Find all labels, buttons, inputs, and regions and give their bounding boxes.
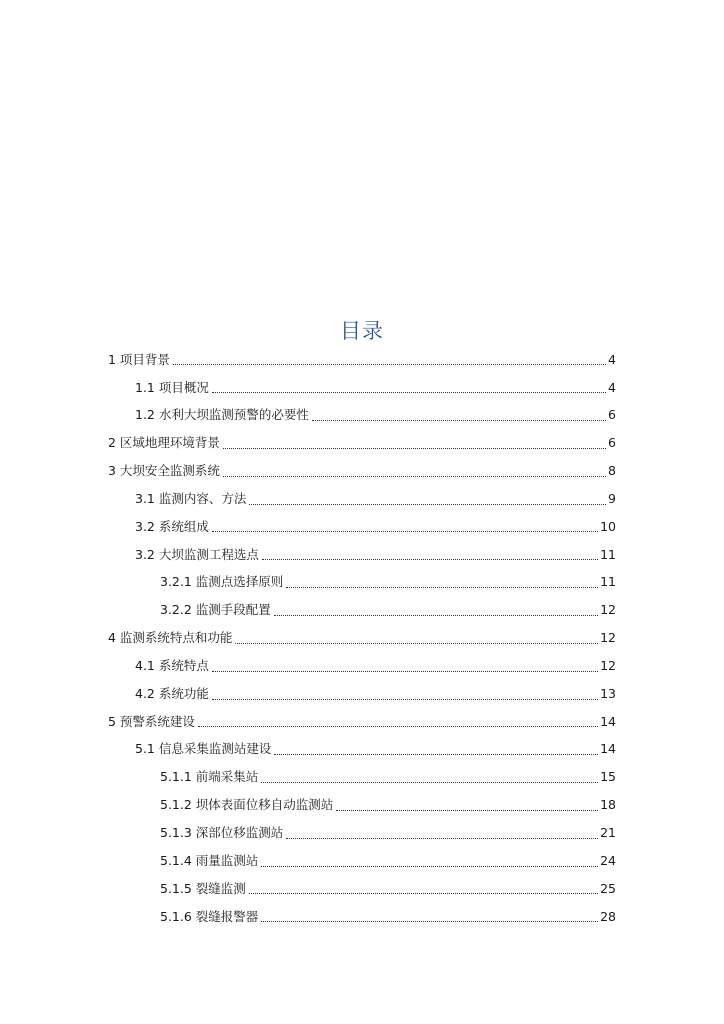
- toc-entry-label: 5.1 信息采集监测站建设: [135, 741, 272, 757]
- toc-entry[interactable]: [108, 708, 616, 736]
- toc-entry-page-number: 8: [608, 463, 616, 479]
- toc-entry-page-number: 4: [608, 351, 616, 367]
- toc-entry-page-number: 25: [600, 880, 616, 896]
- toc-entry-page-number: 14: [600, 713, 616, 729]
- toc-dot-leader: [274, 614, 598, 616]
- toc-entry[interactable]: [108, 792, 616, 820]
- table-of-contents: [108, 346, 616, 931]
- toc-entry-page-number: 28: [600, 908, 616, 924]
- toc-entry-label: 5.1.6 裂缝报警器: [160, 908, 259, 924]
- toc-dot-leader: [249, 892, 598, 894]
- toc-dot-leader: [274, 753, 598, 755]
- toc-entry-page-number: 4: [608, 379, 616, 395]
- toc-entry-page-number: 9: [608, 490, 616, 506]
- toc-entry-label: 3 大坝安全监测系统: [108, 463, 220, 479]
- toc-dot-leader: [173, 363, 606, 365]
- toc-entry-page-number: 12: [600, 602, 616, 618]
- toc-entry[interactable]: [108, 875, 616, 903]
- toc-entry-page-number: 18: [600, 797, 616, 813]
- toc-entry-label: 3.2.2 监测手段配置: [160, 602, 271, 618]
- toc-entry-page-number: 12: [600, 657, 616, 673]
- toc-entry-label: 5.1.1 前端采集站: [160, 769, 259, 785]
- toc-dot-leader: [212, 670, 598, 672]
- toc-dot-leader: [223, 447, 606, 449]
- toc-entry-page-number: 15: [600, 769, 616, 785]
- toc-entry[interactable]: [108, 652, 616, 680]
- toc-entry-label: 5.1.4 雨量监测站: [160, 852, 259, 868]
- toc-entry-page-number: 6: [608, 435, 616, 451]
- toc-dot-leader: [261, 865, 598, 867]
- toc-entry-label: 4 监测系统特点和功能: [108, 630, 233, 646]
- toc-entry[interactable]: [108, 597, 616, 625]
- toc-entry-label: 1.1 项目概况: [135, 379, 209, 395]
- toc-entry[interactable]: [108, 680, 616, 708]
- toc-entry-label: 5.1.2 坝体表面位移自动监测站: [160, 797, 334, 813]
- toc-entry-page-number: 11: [600, 546, 616, 562]
- toc-dot-leader: [261, 781, 598, 783]
- toc-entry-page-number: 14: [600, 741, 616, 757]
- toc-entry[interactable]: [108, 346, 616, 374]
- toc-dot-leader: [312, 419, 606, 421]
- toc-dot-leader: [261, 920, 598, 922]
- toc-entry[interactable]: [108, 430, 616, 458]
- toc-entry-page-number: 10: [600, 518, 616, 534]
- toc-entry-label: 3.2.1 监测点选择原则: [160, 574, 284, 590]
- toc-dot-leader: [286, 586, 598, 588]
- toc-entry[interactable]: [108, 513, 616, 541]
- toc-dot-leader: [235, 642, 598, 644]
- toc-entry[interactable]: [108, 903, 616, 931]
- toc-dot-leader: [286, 837, 598, 839]
- toc-entry-label: 4.2 系统功能: [135, 685, 209, 701]
- toc-entry-label: 5.1.5 裂缝监测: [160, 880, 246, 896]
- toc-entry-page-number: 6: [608, 407, 616, 423]
- toc-dot-leader: [198, 725, 598, 727]
- toc-entry-label: 2 区域地理环境背景: [108, 435, 220, 451]
- toc-entry[interactable]: [108, 764, 616, 792]
- toc-dot-leader: [212, 391, 606, 393]
- toc-dot-leader: [336, 809, 598, 811]
- toc-dot-leader: [249, 503, 606, 505]
- toc-entry[interactable]: [108, 541, 616, 569]
- toc-entry-page-number: 12: [600, 630, 616, 646]
- toc-entry-label: 4.1 系统特点: [135, 657, 209, 673]
- toc-entry-label: 3.1 监测内容、方法: [135, 490, 247, 506]
- toc-entry-page-number: 21: [600, 825, 616, 841]
- toc-dot-leader: [212, 530, 598, 532]
- toc-entry[interactable]: [108, 569, 616, 597]
- toc-entry[interactable]: [108, 736, 616, 764]
- toc-entry-label: 1.2 水利大坝监测预警的必要性: [135, 407, 309, 423]
- toc-entry-label: 1 项目背景: [108, 351, 170, 367]
- toc-entry[interactable]: [108, 485, 616, 513]
- toc-entry[interactable]: [108, 457, 616, 485]
- toc-entry-label: 5 预警系统建设: [108, 713, 195, 729]
- toc-entry-label: 3.2 大坝监测工程选点: [135, 546, 259, 562]
- toc-entry-label: 5.1.3 深部位移监测站: [160, 825, 284, 841]
- toc-entry-page-number: 13: [600, 685, 616, 701]
- toc-entry-page-number: 11: [600, 574, 616, 590]
- toc-title: 目录: [340, 319, 384, 343]
- toc-entry-label: 3.2 系统组成: [135, 518, 209, 534]
- toc-entry[interactable]: [108, 819, 616, 847]
- toc-entry-page-number: 24: [600, 852, 616, 868]
- toc-entry[interactable]: [108, 374, 616, 402]
- toc-dot-leader: [212, 698, 598, 700]
- toc-entry[interactable]: [108, 624, 616, 652]
- toc-entry[interactable]: [108, 847, 616, 875]
- toc-entry[interactable]: [108, 402, 616, 430]
- toc-dot-leader: [223, 475, 606, 477]
- toc-dot-leader: [262, 558, 598, 560]
